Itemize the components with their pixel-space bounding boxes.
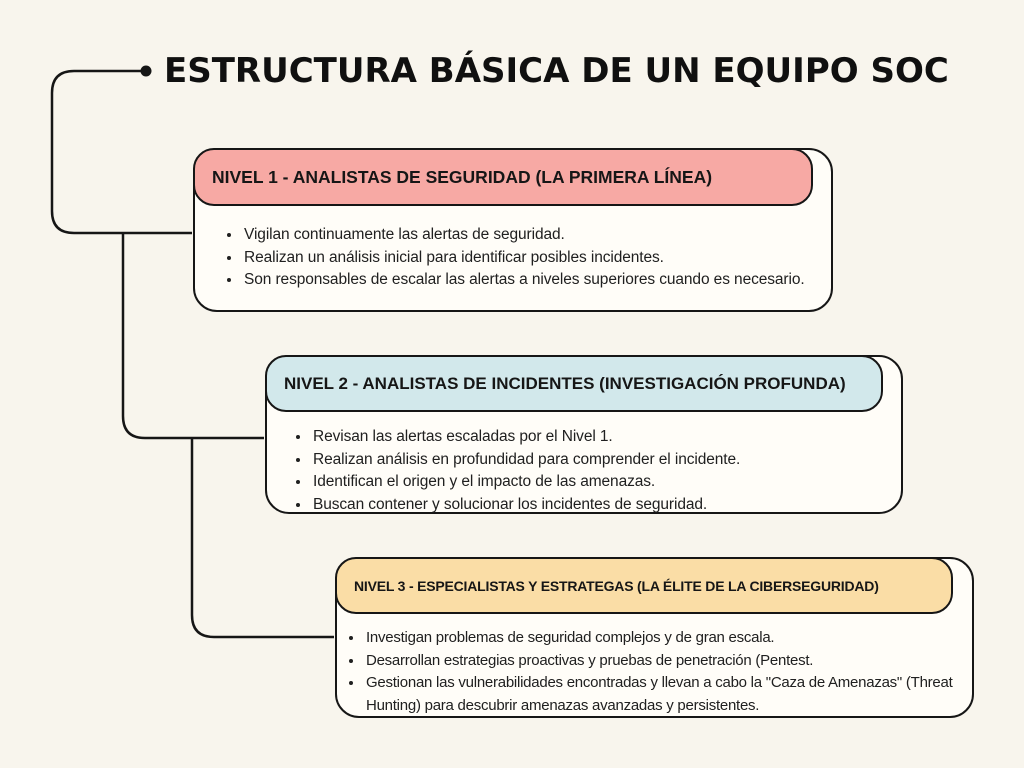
list-item: • Investigan problemas de seguridad complejos y de gran escala. xyxy=(364,627,964,650)
list-item: • Buscan contener y solucionar los incidentes de seguridad. xyxy=(311,494,889,517)
nivel-2-header-label: NIVEL 2 - ANALISTAS DE INCIDENTES (INVESTIGACIÓN PROFUNDA) xyxy=(284,373,846,393)
nivel-1-header xyxy=(193,148,813,206)
nivel-2-card xyxy=(265,355,903,514)
nivel-3-card xyxy=(335,557,974,718)
nivel-1-header-label: NIVEL 1 - ANALISTAS DE SEGURIDAD (LA PRIMERA LÍNEA) xyxy=(212,166,713,187)
list-item: • Identifican el origen y el impacto de las amenazas. xyxy=(311,471,889,494)
list-item: • Realizan análisis en profundidad para comprender el incidente. xyxy=(311,449,889,472)
nivel-3-header xyxy=(335,557,953,614)
list-item: • Desarrollan estrategias proactivas y pruebas de penetración (Pentest. xyxy=(364,650,964,673)
nivel-3-header-label: NIVEL 3 - ESPECIALISTAS Y ESTRATEGAS (LA ÉLITE DE LA CIBERSEGURIDAD) xyxy=(354,577,879,594)
list-item: • Vigilan continuamente las alertas de seguridad. xyxy=(242,224,819,247)
connector-title-to-nivel-1 xyxy=(52,71,192,233)
list-item: • Son responsables de escalar las alertas a niveles superiores cuando es necesario. xyxy=(242,269,819,292)
page-title: ESTRUCTURA BÁSICA DE UN EQUIPO SOC xyxy=(164,51,949,91)
nivel-2-header xyxy=(265,355,883,412)
title-bullet-dot xyxy=(141,66,152,77)
list-item: • Gestionan las vulnerabilidades encontradas y llevan a cabo la "Caza de Amenazas" (Threat Hunting) para descubrir amenazas avanzadas y persistentes. xyxy=(364,672,964,717)
list-item: • Revisan las alertas escaladas por el Nivel 1. xyxy=(311,426,889,449)
nivel-1-card xyxy=(193,148,833,312)
list-item: • Realizan un análisis inicial para identificar posibles incidentes. xyxy=(242,247,819,270)
